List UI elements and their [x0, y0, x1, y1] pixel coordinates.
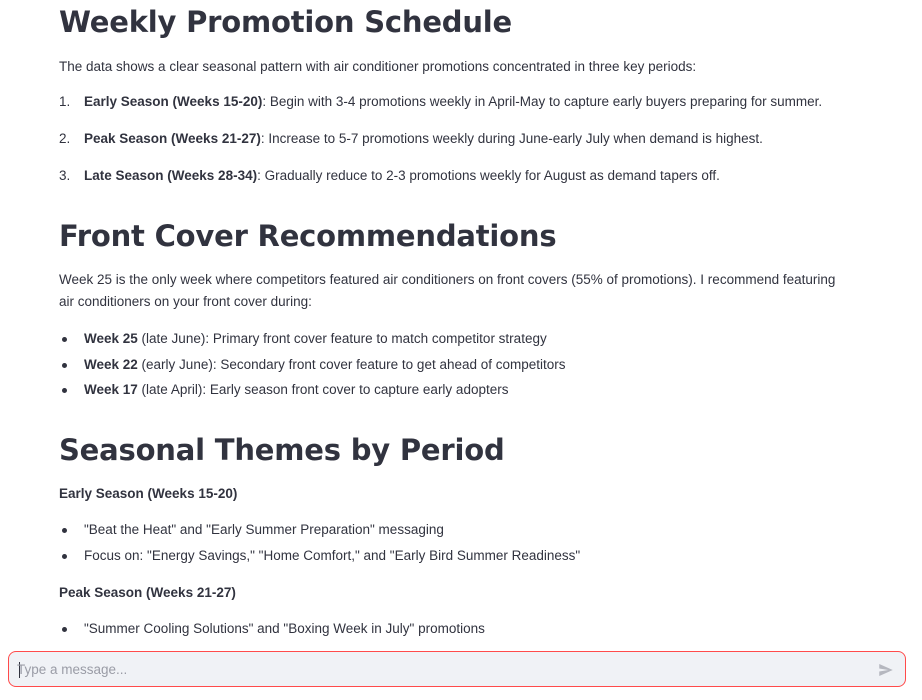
- send-icon: [877, 661, 895, 679]
- item-title: Early Season (Weeks 15-20): [84, 94, 263, 109]
- bullet-icon: [62, 337, 67, 342]
- front-cover-intro: Week 25 is the only week where competitors featured air conditioners on front covers (55% of promotions). I recommend featuring air conditioners on your front cover during:: [59, 272, 836, 309]
- heading-front-cover-recommendations: Front Cover Recommendations: [59, 219, 557, 253]
- message-input[interactable]: [17, 652, 867, 686]
- list-item: [59, 328, 859, 350]
- schedule-list: [59, 91, 859, 187]
- item-title: Week 25: [84, 331, 138, 346]
- list-item: [59, 128, 859, 150]
- bullet-icon: [62, 554, 67, 559]
- bullet-icon: [62, 363, 67, 368]
- item-title: Late Season (Weeks 28-34): [84, 168, 258, 183]
- peak-season-label: Peak Season (Weeks 21-27): [59, 585, 236, 600]
- list-number: 3.: [59, 168, 71, 183]
- item-text: "Summer Cooling Solutions" and "Boxing Week in July" promotions: [84, 621, 485, 636]
- item-title: Peak Season (Weeks 21-27): [84, 131, 261, 146]
- list-item: [59, 165, 859, 187]
- list-item: [59, 519, 859, 541]
- schedule-intro: The data shows a clear seasonal pattern with air conditioner promotions concentrated in three key periods:: [59, 59, 697, 74]
- item-text: (late April): Early season front cover to capture early adopters: [137, 382, 509, 397]
- list-item: [59, 618, 859, 640]
- item-text: : Increase to 5-7 promotions weekly during June-early July when demand is highest.: [260, 131, 763, 146]
- peak-season-list: [59, 618, 859, 644]
- bullet-icon: [62, 388, 67, 393]
- chat-input-container: [8, 651, 906, 687]
- peak-season-title: [59, 582, 236, 604]
- early-season-title: [59, 483, 237, 505]
- item-text: : Begin with 3-4 promotions weekly in April-May to capture early buyers preparing for summer.: [262, 94, 823, 109]
- list-item: [59, 379, 859, 401]
- bullet-icon: [62, 528, 67, 533]
- heading-weekly-promotion-schedule: Weekly Promotion Schedule: [59, 5, 513, 39]
- bullet-icon: [62, 627, 67, 632]
- early-season-list: [59, 519, 859, 570]
- item-title: Week 22: [84, 356, 138, 372]
- item-text: "Beat the Heat" and "Early Summer Preparation" messaging: [84, 522, 444, 537]
- list-number: 1.: [59, 94, 71, 109]
- item-text: (early June): Secondary front cover feature to get ahead of competitors: [137, 356, 566, 372]
- chat-message-content: [59, 0, 859, 648]
- item-text: (late June): Primary front cover feature to match competitor strategy: [137, 331, 547, 346]
- early-season-label: Early Season (Weeks 15-20): [59, 486, 238, 501]
- front-cover-list: [59, 328, 859, 405]
- list-item: [59, 545, 859, 567]
- list-item: [59, 354, 859, 376]
- item-text: Focus on: "Energy Savings," "Home Comfort," and "Early Bird Summer Readiness": [84, 547, 581, 563]
- send-button[interactable]: [875, 659, 897, 681]
- heading-seasonal-themes: Seasonal Themes by Period: [59, 433, 505, 467]
- item-title: Week 17: [84, 382, 138, 397]
- list-number: 2.: [59, 131, 71, 146]
- item-text: : Gradually reduce to 2-3 promotions weekly for August as demand tapers off.: [257, 168, 720, 183]
- list-item: [59, 91, 859, 113]
